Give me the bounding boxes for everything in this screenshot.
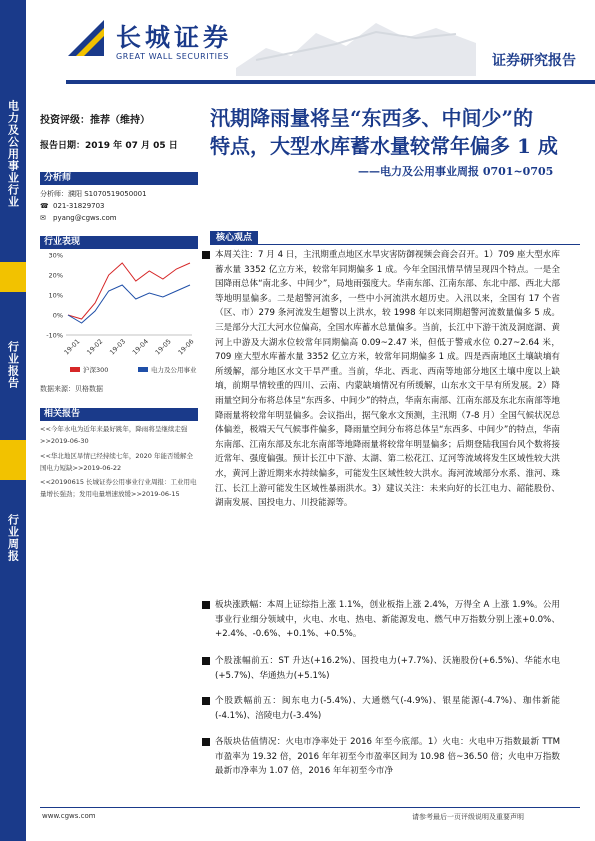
paragraph-weekly-focus: 本周关注：7 月 4 日，主汛期重点地区水旱灾害防御视频会商会召开。1）709 座大型水库蓄水量 3352 亿立方米，较常年同期偏多 1 成。今年全国汛情旱情呈现四个特点。一是全国降雨总体“南北多、中间少”，局地雨强度大。华南东部、江南东部、东北中部、西北大部等地明显偏多。二是超警河流多，一些中小河流洪水超历史。入汛以来，全国有 17 个省（区、市）279 条河流发生超警以上洪水，较 1998 年以来同期超警河流数量偏多 5 成。三是部分大江大河水位偏高，全国水库蓄水总量偏多。当前，长江中下游干流及洞庭湖、黄河上中游及大湖水位较常年同期偏高 0.09~2.47 米，但低于警戒水位 0.27~2.64 米，709 座大型水库蓄水量 3352 亿立方米，较常年同期偏多 1 成。四是西南地区土壤缺墒有所缓解，部分地区水文干旱严重。当前，华北、西北、西南等地部分地区土壤中度以上缺墒，前期旱情较重的四川、云南、内蒙缺墒情况有所缓解，山东水文干早有所发展。2）降雨量空间分布将总体呈“东西多、中间少”的特点，华南东南部、江南东部及东北东南部等地降雨量将较常年明显偏多。会议指出，据气象水文预测，主汛期（7-8 月）全国气候状况总体偏差，极端天气气候事件偏多，降雨量空间分布将总体呈“东西多、中间少”的特点，华南东南部、江南东部及东北东南部等地降雨量将较常年明显偏多；后期登陆我国台风个数将接近常年、强度偏强。预计长江中下游、太湖、第二松花江、辽河等流域将发生区域性较大洪水，黄河上游近期来水持续偏多，可能发生区域性较大洪水。海河流域部分水系、淮河、珠江、长江上游可能发生区域性暴雨洪水。3）建议关注：未来向好的长江电力、韶能股份、湖南发展、国投电力、川投能源等。 [215, 250, 560, 509]
footer-website[interactable]: www.cgws.com [42, 812, 96, 820]
logo-text: 长城证券 [116, 23, 233, 52]
report-type: 证券研究报告 [492, 53, 576, 69]
key-views-heading [210, 231, 580, 245]
analyst-block [40, 172, 198, 224]
great-wall-illustration [236, 8, 476, 76]
logo-icon [66, 18, 106, 58]
key-views-rule [210, 244, 580, 245]
y-tick-label: -10% [46, 331, 63, 340]
performance-chart [40, 249, 198, 381]
phone-text: 021-31829703 [53, 202, 105, 210]
paragraph-valuation: 各版块估值情况：火电市净率处于 2016 年至今底部。1）火电：火电申万指数最新 TTM 市盈率为 19.32 倍，2016 年年初至今市盈率区间为 10.98 倍~36.50 倍；火电申万指数最新市净率为 1.07 倍，2016 年年初至今市净 [215, 737, 560, 777]
series-line-2 [68, 285, 190, 323]
report-title [210, 104, 580, 160]
x-tick-label: 19-06 [176, 337, 196, 357]
chart-source: 数据来源：贝格数据 [40, 385, 103, 393]
report-date: 报告日期：2019 年 07 月 05 日 [40, 141, 178, 151]
sidebar-accent [0, 262, 26, 292]
report-subtitle: ——电力及公用事业周报 0701~0705 [358, 165, 554, 178]
y-tick-label: 0% [52, 311, 63, 320]
analyst-heading: 分析师 [40, 172, 198, 185]
bullet-square [202, 601, 210, 609]
y-tick-label: 10% [48, 291, 63, 300]
performance-chart-svg [40, 249, 198, 381]
analyst-phone [40, 200, 198, 212]
sidebar-accent-2 [0, 440, 26, 480]
industry-performance [40, 236, 198, 394]
sidebar-weekly-label: 行业周报 [6, 513, 20, 562]
sidebar-industry-label: 电力及公用事业行业 [6, 100, 20, 208]
page-header [26, 0, 595, 82]
title-line-1: 汛期降雨量将呈“东西多、中间少”的 [210, 106, 534, 130]
related-report-1[interactable]: <<今年水电为近年来最好跳年，降雨将呈继续走强>>2019-06-30 [40, 425, 188, 446]
bullet-square [202, 251, 210, 259]
bullet-square [202, 657, 210, 665]
logo-english: GREAT WALL SECURITIES [116, 52, 229, 61]
legend-swatch-2 [138, 367, 148, 372]
related-reports [40, 408, 198, 501]
paragraph-sector-moves: 板块涨跌幅：本周上证综指上涨 1.1%，创业板指上涨 2.4%，万得全 A 上涨 1.9%。公用事业行业细分领域中，火电、水电、热电、新能源发电、燃气申万指数分别上涨+0.0%、+2.4%、-0.6%、+0.1%、+0.5%。 [215, 600, 560, 640]
y-tick-label: 20% [48, 271, 63, 280]
legend-swatch-1 [70, 367, 80, 372]
performance-heading: 行业表现 [40, 236, 198, 249]
footer-divider [40, 807, 580, 808]
x-tick-label: 19-04 [130, 337, 150, 357]
email-link[interactable]: pyang@cgws.com [53, 214, 117, 222]
key-views-label: 核心观点 [210, 231, 258, 245]
analyst-name [40, 188, 198, 200]
analyst-name-text: 分析师：濮阳 S1070519050001 [40, 190, 147, 198]
related-report-3[interactable]: <<20190615 长城证券公用事业行业周报：工业用电量增长强劲；发用电量增速放缓>>2019-06-15 [40, 478, 197, 499]
analyst-email [40, 212, 198, 224]
bullet-square [202, 738, 210, 746]
legend-label-2: 电力及公用事业 [151, 366, 197, 374]
related-report-2[interactable]: <<华北地区旱情已经持续七年，2020 年能否缓解全国电力短缺>>2019-06-22 [40, 451, 194, 472]
email-icon: ✉ [40, 214, 46, 222]
phone-icon: ☎ [40, 202, 49, 210]
sidebar-report-label: 行业报告 [0, 305, 26, 425]
legend-label-1: 沪深300 [83, 366, 109, 374]
y-tick-label: 30% [48, 251, 63, 260]
series-line-1 [68, 263, 190, 319]
paragraph-top-gainers: 个股涨幅前五：ST 升达(+16.2%)、国投电力(+7.7%)、沃施股份(+6.5%)、华能水电(+5.7%)、华通热力(+5.1%) [215, 656, 560, 681]
x-tick-label: 19-01 [62, 337, 82, 357]
x-tick-label: 19-02 [85, 337, 105, 357]
bullet-square [202, 697, 210, 705]
investment-rating: 投资评级：推荐（维持） [40, 115, 150, 126]
rating-block [40, 96, 198, 151]
footer-disclaimer: 请参考最后一页评级说明及重要声明 [412, 813, 524, 821]
related-heading: 相关报告 [40, 408, 198, 421]
title-line-2: 特点，大型水库蓄水量较常年偏多 1 成 [210, 134, 558, 158]
header-divider [66, 80, 595, 84]
paragraph-top-losers: 个股跌幅前五：闽东电力(-5.4%)、大通燃气(-4.9%)、银星能源(-4.7%)、珈伟新能(-4.1%)、涪陵电力(-3.4%) [215, 696, 560, 721]
x-tick-label: 19-03 [108, 337, 128, 357]
x-tick-label: 19-05 [153, 337, 173, 357]
